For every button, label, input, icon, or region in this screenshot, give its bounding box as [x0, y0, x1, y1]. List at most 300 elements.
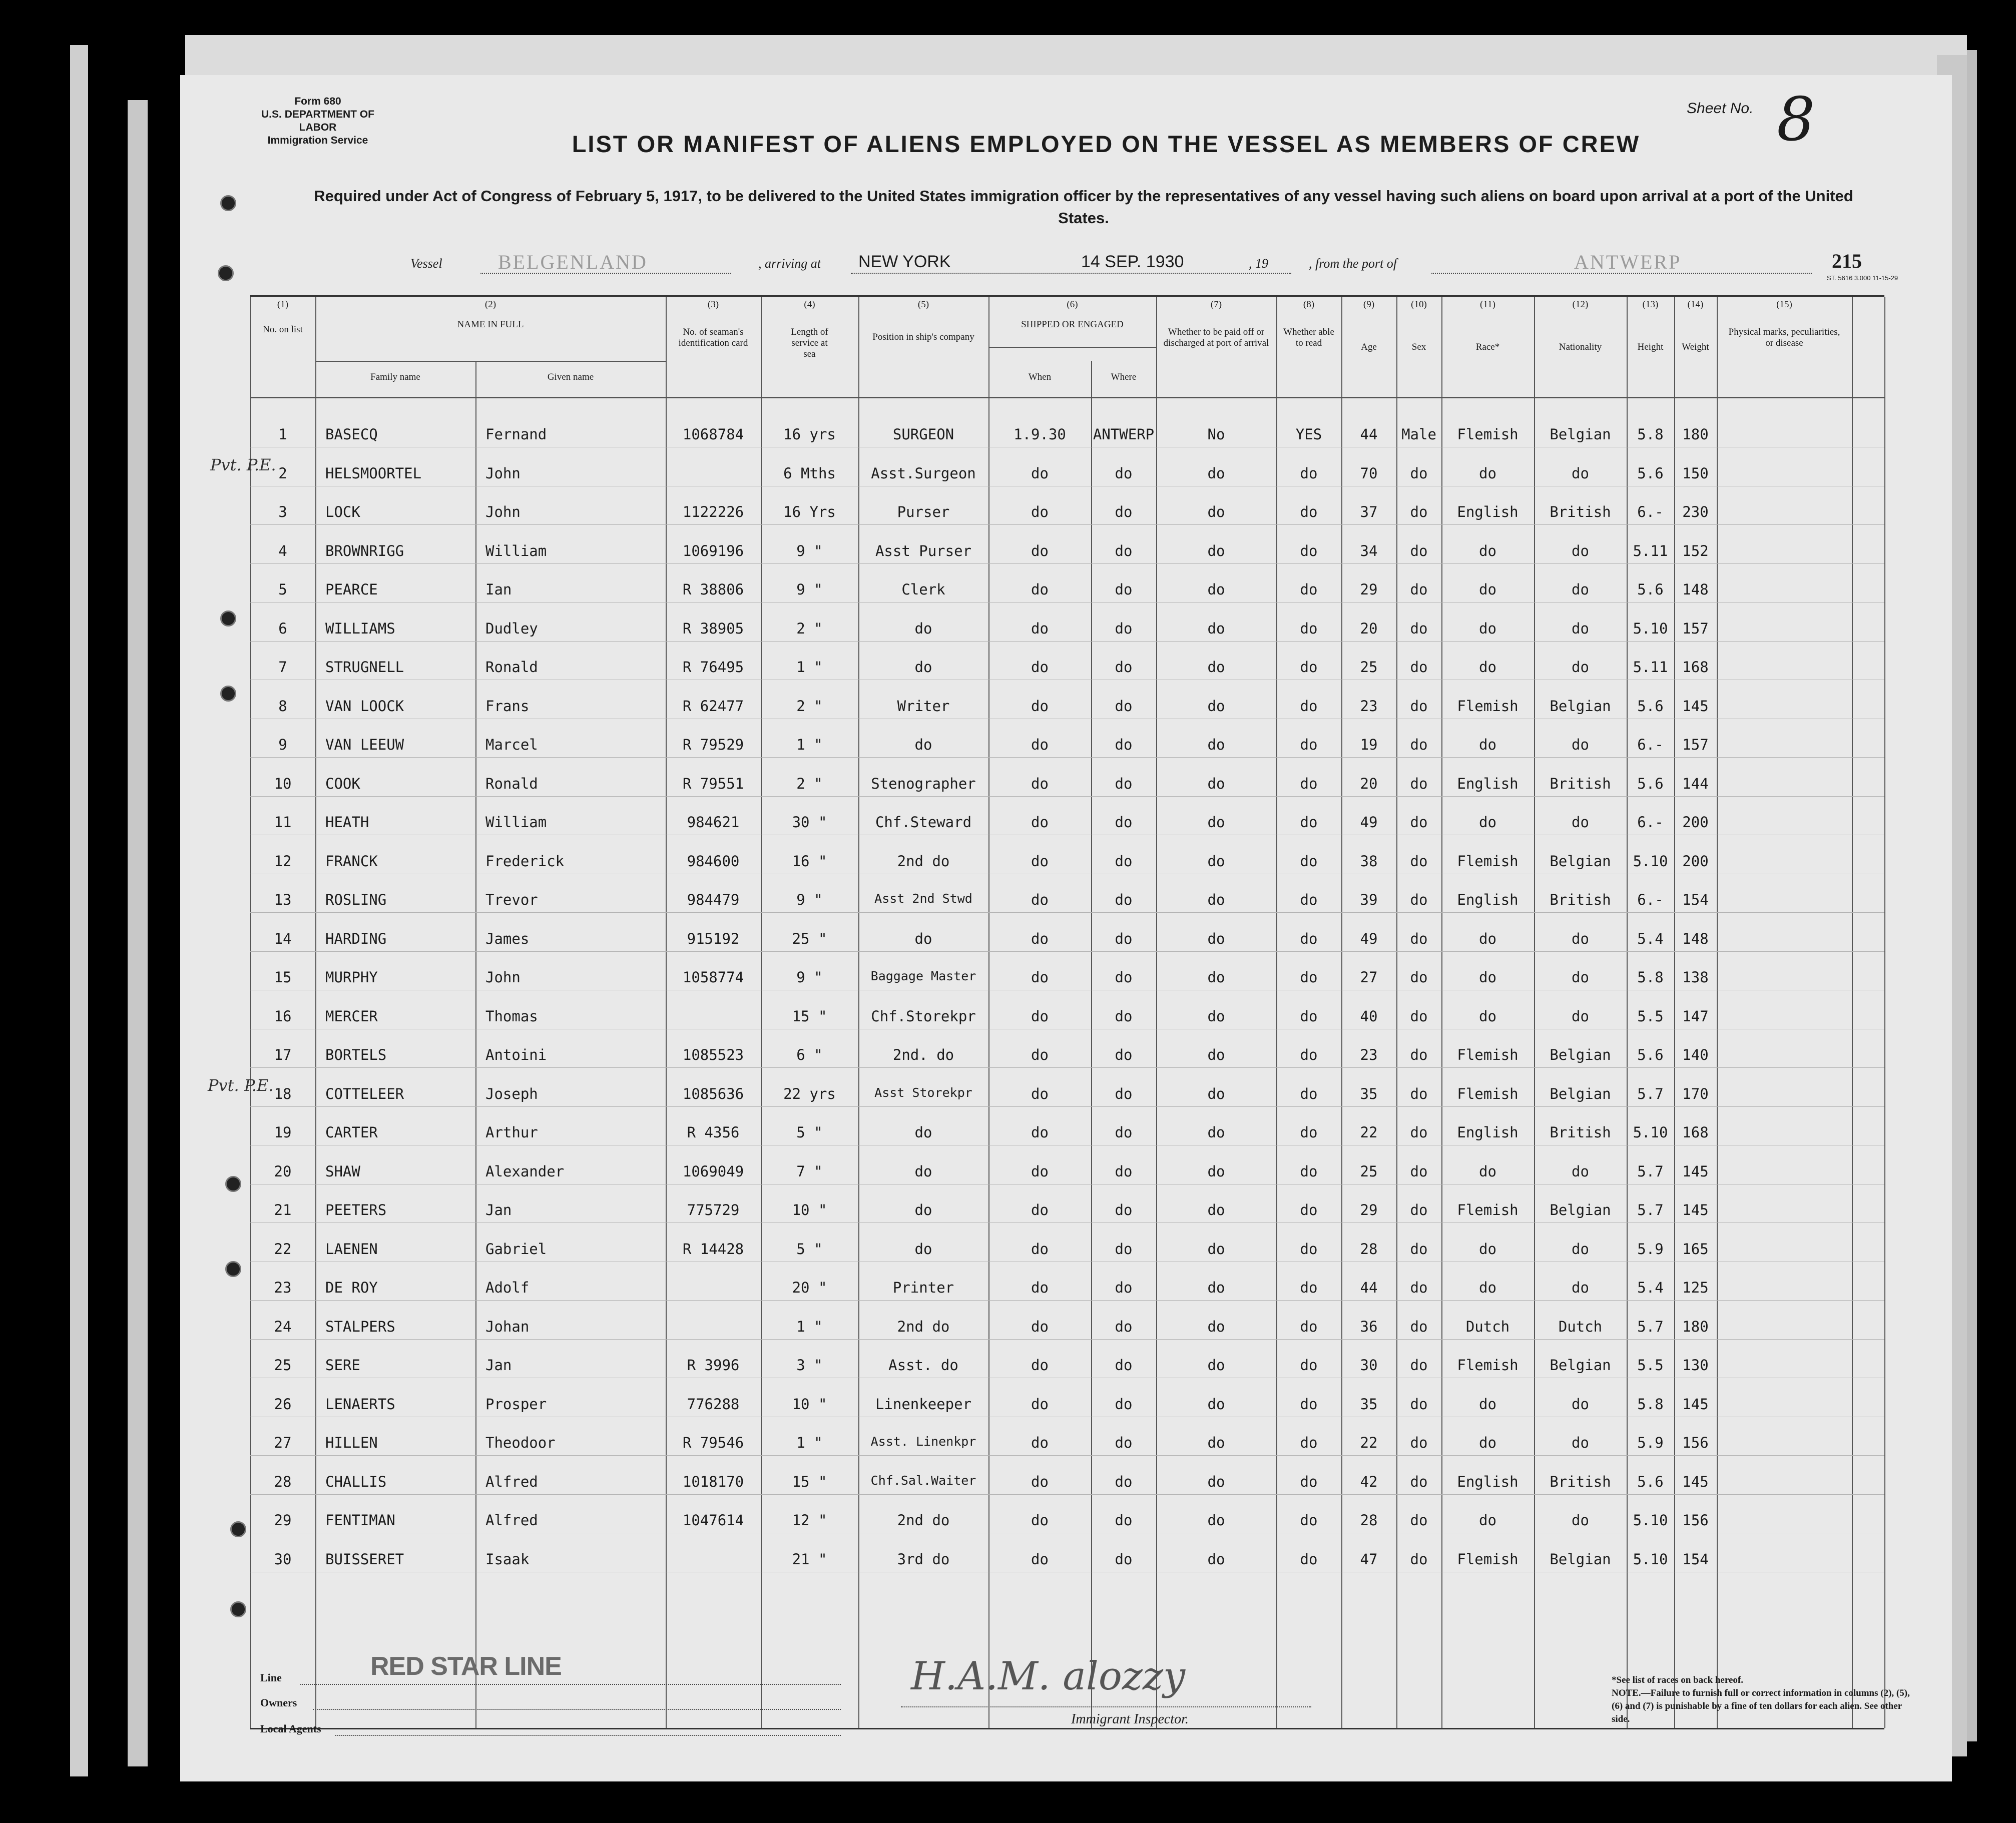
- col-header-height: Height: [1637, 342, 1664, 352]
- cell-family-name: SHAW: [325, 1162, 360, 1180]
- cell-id-card: R 14428: [682, 1240, 744, 1258]
- cell-able-to-read: do: [1300, 1201, 1318, 1219]
- cell-id-card: 1069196: [682, 542, 744, 559]
- cell-row-number: 10: [274, 775, 292, 792]
- table-row: [250, 951, 1884, 952]
- footer-owners-label: Owners: [260, 1696, 297, 1709]
- cell-id-card: 1058774: [682, 969, 744, 986]
- cell-able-to-read: do: [1300, 1007, 1318, 1025]
- cell-row-number: 14: [274, 930, 292, 947]
- cell-service-length: 9 ": [796, 542, 823, 559]
- cell-row-number: 4: [278, 542, 287, 559]
- cell-position: do: [914, 1124, 932, 1141]
- cell-weight: 165: [1682, 1240, 1709, 1258]
- cell-race: do: [1479, 1240, 1496, 1258]
- cell-position: 2nd do: [897, 1512, 950, 1529]
- cell-nationality: Dutch: [1558, 1318, 1603, 1335]
- cell-age: 22: [1360, 1124, 1378, 1141]
- cell-position: Asst Storekpr: [874, 1085, 972, 1100]
- cell-sex: do: [1410, 1318, 1428, 1335]
- cell-paid-off: do: [1207, 775, 1225, 792]
- cell-sex: do: [1410, 1279, 1428, 1296]
- cell-row-number: 3: [278, 503, 287, 520]
- page-subtitle: Required under Act of Congress of February 5, 1917, to be delivered to the United States immigration officer by the representatives of any vessel having such aliens on board upon arrival at a port of the United States.: [314, 187, 1853, 227]
- cell-paid-off: do: [1207, 620, 1225, 637]
- cell-row-number: 1: [278, 426, 287, 443]
- cell-family-name: MERCER: [325, 1007, 378, 1025]
- cell-shipped-when: do: [1031, 852, 1049, 870]
- cell-height: 5.6: [1637, 1046, 1664, 1063]
- cell-paid-off: do: [1207, 1085, 1225, 1102]
- punch-hole: [230, 1521, 246, 1537]
- cell-shipped-when: do: [1031, 1085, 1049, 1102]
- vessel-underline: [480, 273, 731, 274]
- cell-height: 5.4: [1637, 1279, 1664, 1296]
- cell-paid-off: do: [1207, 581, 1225, 598]
- cell-able-to-read: do: [1300, 542, 1318, 559]
- cell-family-name: DE ROY: [325, 1279, 378, 1296]
- cell-nationality: do: [1572, 969, 1589, 986]
- footer-owners-underline: [313, 1709, 841, 1710]
- cell-weight: 157: [1682, 620, 1709, 637]
- cell-service-length: 9 ": [796, 581, 823, 598]
- cell-nationality: do: [1572, 464, 1589, 482]
- cell-row-number: 29: [274, 1512, 292, 1529]
- cell-age: 40: [1360, 1007, 1378, 1025]
- cell-height: 5.11: [1633, 659, 1668, 676]
- cell-race: English: [1457, 1473, 1519, 1490]
- cell-id-card: R 79529: [682, 736, 744, 753]
- cell-given-name: Ronald: [485, 775, 538, 792]
- cell-height: 5.8: [1637, 1395, 1664, 1413]
- cell-position: do: [914, 1240, 932, 1258]
- sheet-number: 8: [1777, 85, 1815, 155]
- cell-height: 5.10: [1633, 1124, 1668, 1141]
- col-header-id-card: No. of seaman's identification card: [678, 327, 748, 348]
- cell-position: SURGEON: [892, 426, 954, 443]
- cell-able-to-read: YES: [1295, 426, 1322, 443]
- cell-nationality: British: [1550, 1124, 1611, 1141]
- cell-service-length: 2 ": [796, 620, 823, 637]
- cell-able-to-read: do: [1300, 581, 1318, 598]
- cell-paid-off: do: [1207, 1357, 1225, 1374]
- cell-row-number: 23: [274, 1279, 292, 1296]
- cell-id-card: R 38806: [682, 581, 744, 598]
- cell-nationality: do: [1572, 620, 1589, 637]
- cell-position: Chf.Sal.Waiter: [870, 1473, 976, 1488]
- cell-id-card: 1122226: [682, 503, 744, 520]
- cell-shipped-when: do: [1031, 1434, 1049, 1451]
- cell-height: 5.8: [1637, 969, 1664, 986]
- cell-shipped-when: do: [1031, 1124, 1049, 1141]
- table-row: [250, 563, 1884, 564]
- cell-age: 49: [1360, 814, 1378, 831]
- col-num-8: (8): [1303, 299, 1315, 310]
- cell-row-number: 26: [274, 1395, 292, 1413]
- cell-row-number: 6: [278, 620, 287, 637]
- col-header-shipped: SHIPPED OR ENGAGED: [1021, 319, 1124, 330]
- cell-position: Asst. do: [888, 1357, 958, 1374]
- cell-height: 6.-: [1637, 736, 1664, 753]
- footer-agents-label: Local Agents: [260, 1722, 321, 1735]
- cell-sex: do: [1410, 503, 1428, 520]
- cell-shipped-where: do: [1115, 1279, 1133, 1296]
- cell-paid-off: do: [1207, 852, 1225, 870]
- col-num-7: (7): [1210, 299, 1222, 310]
- cell-weight: 130: [1682, 1357, 1709, 1374]
- cell-id-card: R 4356: [687, 1124, 740, 1141]
- form-header: [255, 95, 380, 147]
- cell-height: 5.10: [1633, 1550, 1668, 1568]
- col-header-service-length: Length of service at sea: [791, 327, 828, 359]
- shipping-line-stamp: RED STAR LINE: [370, 1652, 562, 1681]
- cell-row-number: 9: [278, 736, 287, 753]
- col-header-age: Age: [1361, 342, 1377, 352]
- cell-height: 5.6: [1637, 1473, 1664, 1490]
- cell-given-name: Jan: [485, 1357, 512, 1374]
- cell-weight: 144: [1682, 775, 1709, 792]
- cell-given-name: Gabriel: [485, 1240, 547, 1258]
- cell-position: Linenkeeper: [875, 1395, 972, 1413]
- cell-service-length: 5 ": [796, 1240, 823, 1258]
- cell-shipped-where: do: [1115, 814, 1133, 831]
- cell-shipped-where: do: [1115, 503, 1133, 520]
- cell-position: Printer: [892, 1279, 954, 1296]
- cell-row-number: 7: [278, 659, 287, 676]
- cell-row-number: 17: [274, 1046, 292, 1063]
- cell-height: 5.5: [1637, 1007, 1664, 1025]
- col-header-nationality: Nationality: [1559, 342, 1602, 352]
- cell-given-name: Adolf: [485, 1279, 530, 1296]
- cell-shipped-when: do: [1031, 736, 1049, 753]
- cell-shipped-when: do: [1031, 930, 1049, 947]
- paper-edge-top: [185, 35, 1967, 75]
- cell-row-number: 30: [274, 1550, 292, 1568]
- cell-service-length: 15 ": [792, 1473, 827, 1490]
- signature-underline: [901, 1706, 1311, 1707]
- table-row: [250, 641, 1884, 642]
- cell-position: do: [914, 620, 932, 637]
- cell-shipped-where: do: [1115, 1046, 1133, 1063]
- cell-height: 6.-: [1637, 503, 1664, 520]
- margin-note: Pvt. P.E.: [210, 455, 276, 474]
- cell-given-name: Antoini: [485, 1046, 547, 1063]
- col-num-10: (10): [1411, 299, 1427, 310]
- paper-edge-left: [70, 45, 88, 1776]
- cell-weight: 180: [1682, 1318, 1709, 1335]
- cell-service-length: 2 ": [796, 775, 823, 792]
- cell-age: 36: [1360, 1318, 1378, 1335]
- cell-nationality: do: [1572, 1279, 1589, 1296]
- cell-height: 5.7: [1637, 1162, 1664, 1180]
- cell-able-to-read: do: [1300, 852, 1318, 870]
- cell-race: Flemish: [1457, 1201, 1519, 1219]
- page-number: 215: [1832, 250, 1862, 272]
- cell-row-number: 13: [274, 891, 292, 908]
- cell-race: Flemish: [1457, 852, 1519, 870]
- arrival-date: 14 SEP. 1930: [1081, 252, 1184, 271]
- cell-sex: do: [1410, 1473, 1428, 1490]
- margin-note: Pvt. P.E.: [208, 1076, 274, 1095]
- cell-service-length: 21 ": [792, 1550, 827, 1568]
- cell-shipped-when: do: [1031, 891, 1049, 908]
- column-rule: [1717, 297, 1718, 1728]
- cell-family-name: STALPERS: [325, 1318, 395, 1335]
- cell-able-to-read: do: [1300, 464, 1318, 482]
- cell-id-card: R 76495: [682, 659, 744, 676]
- cell-service-length: 25 ": [792, 930, 827, 947]
- cell-shipped-when: do: [1031, 1007, 1049, 1025]
- footer-line-label: Line: [260, 1671, 282, 1684]
- cell-height: 5.11: [1633, 542, 1668, 559]
- cell-height: 5.6: [1637, 775, 1664, 792]
- cell-id-card: 1069049: [682, 1162, 744, 1180]
- col-header-physical-marks: Physical marks, peculiarities, or disease: [1728, 327, 1840, 348]
- table-row: [250, 1494, 1884, 1495]
- cell-age: 29: [1360, 1201, 1378, 1219]
- cell-height: 5.9: [1637, 1240, 1664, 1258]
- cell-weight: 150: [1682, 464, 1709, 482]
- col-header-sex: Sex: [1411, 342, 1426, 352]
- cell-shipped-where: do: [1115, 697, 1133, 715]
- cell-shipped-where: do: [1115, 1085, 1133, 1102]
- cell-family-name: LENAERTS: [325, 1395, 395, 1413]
- cell-given-name: Frederick: [485, 852, 565, 870]
- cell-age: 22: [1360, 1434, 1378, 1451]
- cell-sex: do: [1410, 1201, 1428, 1219]
- cell-age: 49: [1360, 930, 1378, 947]
- footer-line-underline: [300, 1684, 841, 1685]
- cell-age: 42: [1360, 1473, 1378, 1490]
- cell-nationality: Belgian: [1550, 426, 1611, 443]
- cell-shipped-where: do: [1115, 1318, 1133, 1335]
- cell-shipped-where: do: [1115, 852, 1133, 870]
- footnote-penalty: NOTE.—Failure to furnish full or correct information in columns (2), (5), (6) and (7) is punishable by a fine of ten dollars for each alien. See other side.: [1612, 1688, 1910, 1724]
- cell-race: do: [1479, 1434, 1496, 1451]
- cell-row-number: 19: [274, 1124, 292, 1141]
- col-num-14: (14): [1687, 299, 1704, 310]
- cell-shipped-where: do: [1115, 1550, 1133, 1568]
- cell-able-to-read: do: [1300, 814, 1318, 831]
- cell-service-length: 12 ": [792, 1512, 827, 1529]
- table-row: [250, 1067, 1884, 1068]
- cell-sex: Male: [1401, 426, 1436, 443]
- table-row: [250, 1455, 1884, 1456]
- footnote-races: *See list of races on back hereof.: [1612, 1675, 1743, 1685]
- column-rule: [1852, 297, 1853, 1728]
- cell-given-name: William: [485, 814, 547, 831]
- cell-service-length: 1 ": [796, 659, 823, 676]
- cell-weight: 125: [1682, 1279, 1709, 1296]
- col-num-5: (5): [917, 299, 929, 310]
- cell-sex: do: [1410, 581, 1428, 598]
- cell-paid-off: do: [1207, 1162, 1225, 1180]
- cell-weight: 145: [1682, 1473, 1709, 1490]
- cell-weight: 156: [1682, 1512, 1709, 1529]
- cell-given-name: Fernand: [485, 426, 547, 443]
- cell-able-to-read: do: [1300, 1473, 1318, 1490]
- cell-family-name: SERE: [325, 1357, 360, 1374]
- from-port-underline: [1431, 273, 1812, 274]
- cell-id-card: 775729: [687, 1201, 740, 1219]
- header-rule: [250, 397, 1884, 398]
- cell-age: 34: [1360, 542, 1378, 559]
- cell-shipped-where: do: [1115, 581, 1133, 598]
- cell-family-name: HILLEN: [325, 1434, 378, 1451]
- cell-able-to-read: do: [1300, 1434, 1318, 1451]
- cell-race: do: [1479, 1279, 1496, 1296]
- cell-given-name: Theodoor: [485, 1434, 556, 1451]
- cell-shipped-where: do: [1115, 542, 1133, 559]
- col-num-11: (11): [1480, 299, 1495, 310]
- cell-weight: 170: [1682, 1085, 1709, 1102]
- cell-shipped-where: do: [1115, 930, 1133, 947]
- cell-shipped-where: do: [1115, 736, 1133, 753]
- cell-weight: 154: [1682, 1550, 1709, 1568]
- cell-given-name: John: [485, 969, 521, 986]
- from-port-label: , from the port of: [1309, 256, 1397, 271]
- col-header-weight: Weight: [1682, 342, 1709, 352]
- col-num-15: (15): [1776, 299, 1792, 310]
- cell-family-name: MURPHY: [325, 969, 378, 986]
- cell-given-name: Johan: [485, 1318, 530, 1335]
- table-row: [250, 757, 1884, 758]
- cell-given-name: Dudley: [485, 620, 538, 637]
- col-header-family-name: Family name: [370, 372, 420, 382]
- paper-edge-right-outer: [1967, 50, 1977, 1741]
- cell-able-to-read: do: [1300, 1512, 1318, 1529]
- cell-service-length: 20 ": [792, 1279, 827, 1296]
- cell-height: 5.6: [1637, 464, 1664, 482]
- cell-paid-off: do: [1207, 1240, 1225, 1258]
- cell-race: do: [1479, 969, 1496, 986]
- cell-able-to-read: do: [1300, 1357, 1318, 1374]
- cell-sex: do: [1410, 736, 1428, 753]
- cell-age: 20: [1360, 620, 1378, 637]
- cell-nationality: Belgian: [1550, 1201, 1611, 1219]
- service-name: Immigration Service: [267, 135, 368, 146]
- cell-service-length: 1 ": [796, 1318, 823, 1335]
- cell-weight: 138: [1682, 969, 1709, 986]
- cell-able-to-read: do: [1300, 697, 1318, 715]
- cell-age: 19: [1360, 736, 1378, 753]
- footnote: [1612, 1674, 1922, 1726]
- cell-id-card: 984600: [687, 852, 740, 870]
- cell-able-to-read: do: [1300, 503, 1318, 520]
- cell-shipped-when: do: [1031, 542, 1049, 559]
- cell-race: English: [1457, 775, 1519, 792]
- cell-age: 23: [1360, 697, 1378, 715]
- cell-nationality: British: [1550, 503, 1611, 520]
- cell-height: 5.9: [1637, 1434, 1664, 1451]
- cell-family-name: HARDING: [325, 930, 387, 947]
- cell-nationality: do: [1572, 581, 1589, 598]
- arriving-label: , arriving at: [758, 256, 821, 271]
- cell-weight: 157: [1682, 736, 1709, 753]
- punch-hole: [230, 1601, 246, 1617]
- cell-race: do: [1479, 659, 1496, 676]
- cell-row-number: 12: [274, 852, 292, 870]
- cell-family-name: FRANCK: [325, 852, 378, 870]
- cell-id-card: 1047614: [682, 1512, 744, 1529]
- cell-paid-off: do: [1207, 1434, 1225, 1451]
- vessel-line: [180, 245, 1952, 280]
- cell-position: Clerk: [901, 581, 945, 598]
- cell-given-name: Trevor: [485, 891, 538, 908]
- cell-race: do: [1479, 736, 1496, 753]
- cell-weight: 180: [1682, 426, 1709, 443]
- cell-sex: do: [1410, 1240, 1428, 1258]
- cell-paid-off: No: [1207, 426, 1225, 443]
- cell-race: Flemish: [1457, 1550, 1519, 1568]
- cell-shipped-when: do: [1031, 464, 1049, 482]
- cell-race: do: [1479, 1007, 1496, 1025]
- cell-family-name: FENTIMAN: [325, 1512, 395, 1529]
- cell-sex: do: [1410, 1124, 1428, 1141]
- cell-given-name: Alfred: [485, 1512, 538, 1529]
- cell-shipped-where: do: [1115, 1357, 1133, 1374]
- cell-shipped-when: do: [1031, 581, 1049, 598]
- cell-age: 70: [1360, 464, 1378, 482]
- cell-id-card: 776288: [687, 1395, 740, 1413]
- cell-race: do: [1479, 464, 1496, 482]
- cell-id-card: 1085636: [682, 1085, 744, 1102]
- cell-shipped-when: do: [1031, 1318, 1049, 1335]
- cell-weight: 200: [1682, 814, 1709, 831]
- cell-row-number: 22: [274, 1240, 292, 1258]
- cell-weight: 168: [1682, 659, 1709, 676]
- cell-position: Chf.Storekpr: [871, 1007, 976, 1025]
- cell-height: 5.7: [1637, 1201, 1664, 1219]
- cell-weight: 140: [1682, 1046, 1709, 1063]
- department-name: U.S. DEPARTMENT OF LABOR: [261, 109, 374, 133]
- cell-family-name: COOK: [325, 775, 360, 792]
- cell-position: Asst.Surgeon: [871, 464, 976, 482]
- port-underline: [851, 273, 1291, 274]
- cell-service-length: 2 ": [796, 697, 823, 715]
- cell-family-name: BUISSERET: [325, 1550, 404, 1568]
- cell-able-to-read: do: [1300, 1550, 1318, 1568]
- cell-able-to-read: do: [1300, 1085, 1318, 1102]
- cell-race: Flemish: [1457, 1085, 1519, 1102]
- cell-given-name: Arthur: [485, 1124, 538, 1141]
- cell-service-length: 1 ": [796, 736, 823, 753]
- cell-row-number: 5: [278, 581, 287, 598]
- cell-able-to-read: do: [1300, 891, 1318, 908]
- cell-paid-off: do: [1207, 464, 1225, 482]
- cell-nationality: Belgian: [1550, 852, 1611, 870]
- col-num-1: (1): [277, 299, 289, 310]
- cell-row-number: 28: [274, 1473, 292, 1490]
- cell-row-number: 24: [274, 1318, 292, 1335]
- column-rule: [475, 361, 476, 1728]
- cell-age: 23: [1360, 1046, 1378, 1063]
- cell-shipped-where: do: [1115, 1240, 1133, 1258]
- cell-nationality: do: [1572, 1395, 1589, 1413]
- cell-shipped-when: do: [1031, 1240, 1049, 1258]
- cell-paid-off: do: [1207, 697, 1225, 715]
- cell-family-name: PEETERS: [325, 1201, 387, 1219]
- cell-sex: do: [1410, 1162, 1428, 1180]
- cell-paid-off: do: [1207, 1007, 1225, 1025]
- cell-race: English: [1457, 503, 1519, 520]
- cell-given-name: Joseph: [485, 1085, 538, 1102]
- cell-nationality: British: [1550, 1473, 1611, 1490]
- cell-weight: 230: [1682, 503, 1709, 520]
- cell-height: 5.5: [1637, 1357, 1664, 1374]
- cell-height: 5.4: [1637, 930, 1664, 947]
- col-header-where: Where: [1111, 372, 1137, 382]
